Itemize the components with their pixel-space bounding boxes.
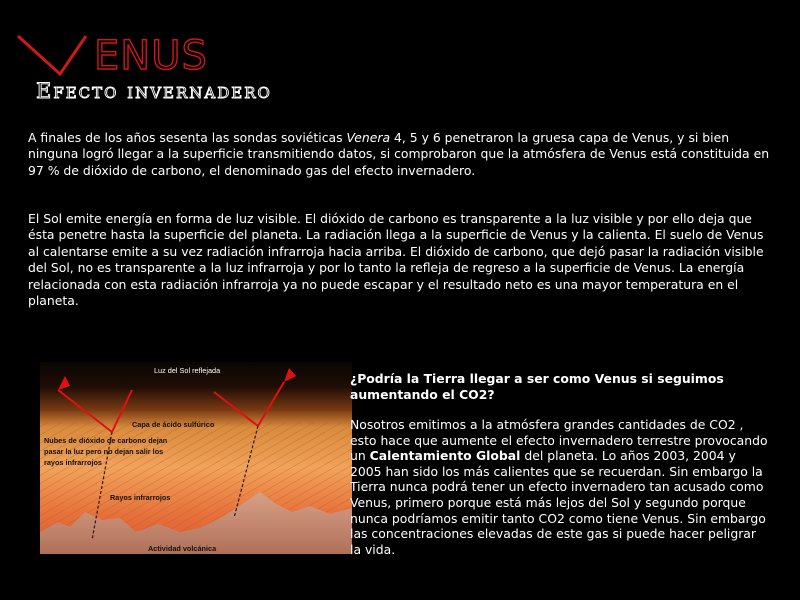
- label-co2-clouds-line1: Nubes de dióxido de carbono dejan: [44, 436, 168, 445]
- earth-comparison-text: [350, 417, 770, 557]
- earth-question-heading: ¿Podría la Tierra llegar a ser como Venus si seguimos aumentando el CO2?: [350, 371, 724, 402]
- label-infrared-rays: Rayos infrarrojos: [110, 493, 171, 502]
- title-text: ENUS: [94, 33, 208, 79]
- label-volcanic-activity: Actividad volcánica: [148, 544, 217, 553]
- label-co2-clouds-line2: pasar la luz pero no dejan salir los: [44, 447, 164, 456]
- title-initial-text: V: [16, 30, 17, 31]
- explanation-paragraph: El Sol emite energía en forma de luz visible. El dióxido de carbono es transparente a la luz visible y por ello deja que ésta penetre hasta la superficie del planeta. La radiación llega a la superficie de Venus y la calienta. El suelo de Venus al calentarse emite a su vez radiación infrarroja hacia arriba. El dióxido de carbono, que dejó pasar la radiación visible del Sol, no es transparente a la luz infrarroja y por lo tanto la refleja de regreso a la superficie de Venus. La energía relacionada con esta radiación infrarroja ya no puede escapar y el resultado neto es una mayor temperatura en el planeta.: [28, 211, 764, 309]
- subtitle: Efecto invernadero: [36, 79, 272, 103]
- earth-text-1: Nosotros emitimos a la atmósfera grandes cantidades de CO2 , esto hace que aumente el efecto invernadero terrestre provocando un: [350, 417, 768, 464]
- greenhouse-diagram: [40, 362, 352, 554]
- probe-name: Venera: [346, 130, 391, 145]
- label-sulfuric-acid: Capa de ácido sulfúrico: [132, 420, 215, 429]
- intro-text-1: A finales de los años sesenta las sondas soviéticas: [28, 130, 347, 145]
- global-warming-term: Calentamiento Global: [369, 448, 521, 464]
- label-reflected-light: Luz del Sol reflejada: [154, 366, 221, 375]
- intro-paragraph: [28, 130, 772, 179]
- intro-text-2: 4, 5 y 6 penetraron la gruesa capa de Venus, y si bien ninguna logró llegar a la superficie transmitiendo datos, si comprobaron que la atmósfera de Venus está constituida en 97 % de dióxido de carbono, el denominado gas del efecto invernadero.: [28, 130, 770, 178]
- earth-text-2: del planeta. Lo años 2003, 2004 y 2005 han sido los más calientes que se recuerdan. Sin embargo la Tierra nunca podrá tener un efecto invernadero tan acusado como Venus, primero porque está más lejos del Sol y segundo porque nunca podríamos emitir tanto CO2 como tiene Venus. Sin embargo las concentraciones elevadas de este gas si puede hacer peligrar la vida.: [350, 448, 766, 557]
- venus-title-logo: [16, 30, 346, 102]
- earth-comparison-section: [350, 371, 770, 557]
- label-co2-clouds-line3: rayos infrarrojos: [44, 458, 102, 467]
